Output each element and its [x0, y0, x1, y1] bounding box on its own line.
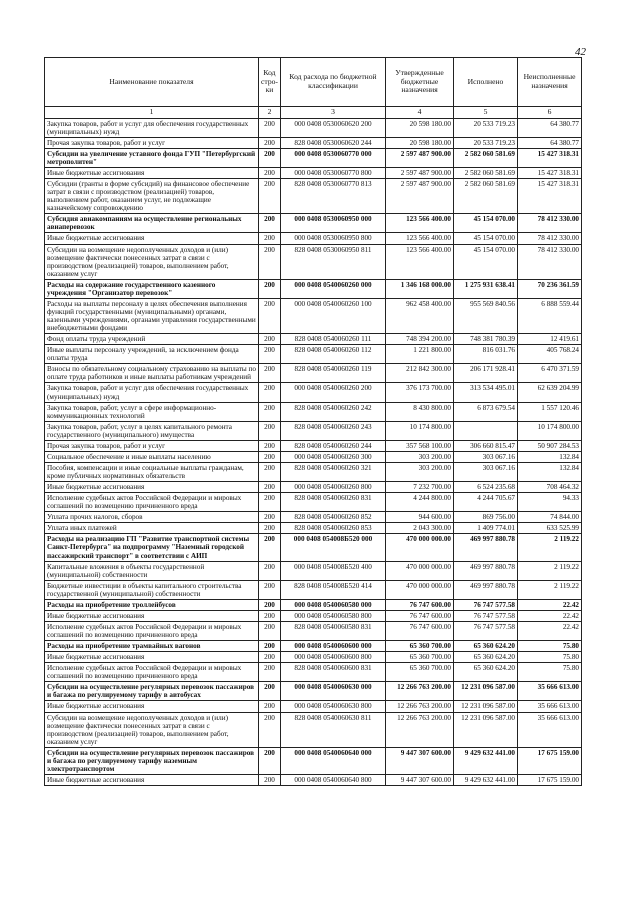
row-line-code-cell: 200 — [259, 682, 281, 701]
row-executed-cell: 6 524 235.68 — [454, 482, 518, 493]
row-line-code-cell: 200 — [259, 523, 281, 534]
row-name-cell: Иные бюджетные ассигнования — [45, 652, 259, 663]
row-line-code-cell: 200 — [259, 482, 281, 493]
row-name-cell: Уплата прочих налогов, сборов — [45, 512, 259, 523]
row-budget-code-cell: 828 0408 0540060260 853 — [281, 523, 386, 534]
row-line-code-cell: 200 — [259, 652, 281, 663]
row-line-code-cell: 200 — [259, 345, 281, 364]
row-approved-cell: 12 266 763 200.00 — [386, 682, 454, 701]
row-approved-cell: 944 600.00 — [386, 512, 454, 523]
row-unexecuted-cell: 22.42 — [518, 599, 582, 610]
row-budget-code-cell: 000 0408 0540060580 800 — [281, 610, 386, 621]
row-approved-cell: 12 266 763 200.00 — [386, 701, 454, 712]
row-name-cell: Закупка товаров, работ и услуг для обеспечения государственных (муниципальных) нужд — [45, 383, 259, 402]
row-budget-code-cell: 828 0408 0540060260 244 — [281, 440, 386, 451]
row-budget-code-cell: 828 0408 0540060260 242 — [281, 402, 386, 421]
table-row — [45, 512, 582, 523]
table-row — [45, 179, 582, 214]
table-header-row — [45, 58, 582, 107]
row-unexecuted-cell: 35 666 613.00 — [518, 712, 582, 747]
row-unexecuted-cell: 2 119.22 — [518, 561, 582, 580]
row-budget-code-cell: 000 0408 0540060640 800 — [281, 774, 386, 785]
table-row — [45, 383, 582, 402]
row-unexecuted-cell: 132.84 — [518, 462, 582, 481]
row-approved-cell: 4 244 800.00 — [386, 493, 454, 512]
row-executed-cell: 6 873 679.54 — [454, 402, 518, 421]
table-row — [45, 534, 582, 561]
table-row — [45, 621, 582, 640]
row-executed-cell: 20 533 719.23 — [454, 137, 518, 148]
table-row — [45, 610, 582, 621]
row-name-cell: Закупка товаров, работ и услуг для обеспечения государственных (муниципальных) нужд — [45, 118, 259, 137]
row-budget-code-cell: 000 0408 0540060260 300 — [281, 451, 386, 462]
row-budget-code-cell: 000 0408 0540060260 200 — [281, 383, 386, 402]
row-executed-cell: 4 244 705.67 — [454, 493, 518, 512]
row-executed-cell: 303 067.16 — [454, 462, 518, 481]
row-approved-cell: 65 360 700.00 — [386, 652, 454, 663]
row-name-cell: Расходы на реализацию ГП "Развитие транспортной системы Санкт-Петербурга" на подпрограмму "Наземный городской пассажирский транспорт" в соответствии с АИП — [45, 534, 259, 561]
row-budget-code-cell: 828 0408 0540060260 111 — [281, 334, 386, 345]
table-row — [45, 118, 582, 137]
row-line-code-cell: 200 — [259, 462, 281, 481]
row-budget-code-cell: 000 0408 0530060950 000 — [281, 214, 386, 233]
row-unexecuted-cell: 75.80 — [518, 652, 582, 663]
row-approved-cell: 20 598 180.00 — [386, 118, 454, 137]
row-name-cell: Прочая закупка товаров, работ и услуг — [45, 440, 259, 451]
row-approved-cell: 2 597 487 900.00 — [386, 179, 454, 214]
row-approved-cell: 76 747 600.00 — [386, 621, 454, 640]
table-row — [45, 451, 582, 462]
row-line-code-cell: 200 — [259, 244, 281, 279]
table-row — [45, 334, 582, 345]
table-row — [45, 148, 582, 167]
row-budget-code-cell: 828 0408 0540060600 831 — [281, 663, 386, 682]
row-budget-code-cell: 000 0408 0540060260 100 — [281, 298, 386, 333]
row-unexecuted-cell: 405 768.24 — [518, 345, 582, 364]
table-row — [45, 599, 582, 610]
row-line-code-cell: 200 — [259, 440, 281, 451]
row-unexecuted-cell: 132.84 — [518, 451, 582, 462]
row-name-cell: Закупка товаров, работ, услуг в целях капитального ремонта государственного (муниципального) имущества — [45, 421, 259, 440]
row-executed-cell: 65 360 624.20 — [454, 641, 518, 652]
row-executed-cell: 955 569 840.56 — [454, 298, 518, 333]
row-approved-cell: 9 447 307 600.00 — [386, 774, 454, 785]
row-unexecuted-cell: 15 427 318.31 — [518, 148, 582, 167]
header-name: Наименование показателя — [45, 58, 259, 107]
row-budget-code-cell: 828 0408 0540060260 112 — [281, 345, 386, 364]
table-row — [45, 712, 582, 747]
row-name-cell: Расходы на приобретение троллейбусов — [45, 599, 259, 610]
row-executed-cell: 1 409 774.01 — [454, 523, 518, 534]
table-row — [45, 214, 582, 233]
page-number: 42 — [575, 46, 586, 58]
table-row — [45, 523, 582, 534]
row-name-cell: Капитальные вложения в объекты государственной (муниципальной) собственности — [45, 561, 259, 580]
row-name-cell: Бюджетные инвестиции в объекты капитального строительства государственной (муниципальной) собственности — [45, 580, 259, 599]
row-approved-cell: 10 174 800.00 — [386, 421, 454, 440]
table-row — [45, 364, 582, 383]
row-approved-cell: 1 346 168 000.00 — [386, 279, 454, 298]
row-budget-code-cell: 828 0408 0540060260 321 — [281, 462, 386, 481]
row-line-code-cell: 200 — [259, 747, 281, 774]
row-approved-cell: 303 200.00 — [386, 462, 454, 481]
row-budget-code-cell: 828 0408 054008Б520 414 — [281, 580, 386, 599]
row-line-code-cell: 200 — [259, 334, 281, 345]
row-executed-cell: 469 997 880.78 — [454, 561, 518, 580]
table-row — [45, 298, 582, 333]
row-approved-cell: 748 394 200.00 — [386, 334, 454, 345]
row-line-code-cell: 200 — [259, 712, 281, 747]
row-unexecuted-cell: 78 412 330.00 — [518, 244, 582, 279]
row-budget-code-cell: 828 0408 0540060580 831 — [281, 621, 386, 640]
row-name-cell: Иные бюджетные ассигнования — [45, 168, 259, 179]
table-row — [45, 233, 582, 244]
row-unexecuted-cell: 35 666 613.00 — [518, 701, 582, 712]
row-unexecuted-cell: 6 888 559.44 — [518, 298, 582, 333]
row-name-cell: Расходы на приобретение трамвайных вагонов — [45, 641, 259, 652]
row-unexecuted-cell: 708 464.32 — [518, 482, 582, 493]
row-executed-cell: 2 582 060 581.69 — [454, 168, 518, 179]
row-line-code-cell: 200 — [259, 148, 281, 167]
row-budget-code-cell: 000 0408 0540060600 000 — [281, 641, 386, 652]
row-unexecuted-cell: 75.80 — [518, 663, 582, 682]
row-unexecuted-cell: 35 666 613.00 — [518, 682, 582, 701]
row-budget-code-cell: 828 0408 0540060260 831 — [281, 493, 386, 512]
row-line-code-cell: 200 — [259, 298, 281, 333]
row-approved-cell: 2 597 487 900.00 — [386, 148, 454, 167]
row-line-code-cell: 200 — [259, 663, 281, 682]
row-executed-cell: 9 429 632 441.00 — [454, 774, 518, 785]
row-budget-code-cell: 828 0408 0540060260 119 — [281, 364, 386, 383]
row-approved-cell: 76 747 600.00 — [386, 610, 454, 621]
table-row — [45, 561, 582, 580]
row-name-cell: Иные бюджетные ассигнования — [45, 482, 259, 493]
row-approved-cell: 65 360 700.00 — [386, 641, 454, 652]
row-line-code-cell: 200 — [259, 118, 281, 137]
table-row — [45, 440, 582, 451]
row-unexecuted-cell: 15 427 318.31 — [518, 179, 582, 214]
row-executed-cell: 45 154 070.00 — [454, 233, 518, 244]
row-name-cell: Иные бюджетные ассигнования — [45, 701, 259, 712]
table-row — [45, 421, 582, 440]
row-name-cell: Взносы по обязательному социальному страхованию на выплаты по оплате труда работников и иные выплаты работникам учреждений — [45, 364, 259, 383]
row-unexecuted-cell: 17 675 159.00 — [518, 747, 582, 774]
row-name-cell: Расходы на выплаты персоналу в целях обеспечения выполнения функций государственными (муниципальными) органами, казенными учреждениями, органами управления государственными внебюджетными фондами — [45, 298, 259, 333]
table-row — [45, 279, 582, 298]
row-budget-code-cell: 828 0408 0540060260 852 — [281, 512, 386, 523]
row-name-cell: Исполнение судебных актов Российской Федерации и мировых соглашений по возмещению причиненного вреда — [45, 493, 259, 512]
row-line-code-cell: 200 — [259, 561, 281, 580]
row-executed-cell: 12 231 096 587.00 — [454, 701, 518, 712]
row-budget-code-cell: 000 0408 054008Б520 400 — [281, 561, 386, 580]
table-row — [45, 493, 582, 512]
row-line-code-cell: 200 — [259, 364, 281, 383]
header-budget-code: Код расхода по бюджетной классификации — [281, 58, 386, 107]
row-executed-cell: 9 429 632 441.00 — [454, 747, 518, 774]
row-unexecuted-cell: 75.80 — [518, 641, 582, 652]
row-executed-cell: 303 067.16 — [454, 451, 518, 462]
row-name-cell: Исполнение судебных актов Российской Федерации и мировых соглашений по возмещению причиненного вреда — [45, 663, 259, 682]
row-budget-code-cell: 828 0408 0540060630 811 — [281, 712, 386, 747]
row-unexecuted-cell: 70 236 361.59 — [518, 279, 582, 298]
row-executed-cell: 469 997 880.78 — [454, 534, 518, 561]
row-unexecuted-cell: 2 119.22 — [518, 534, 582, 561]
row-line-code-cell: 200 — [259, 451, 281, 462]
header-approved: Утвержденные бюджетные назначения — [386, 58, 454, 107]
table-row — [45, 652, 582, 663]
row-budget-code-cell: 000 0408 0530060770 000 — [281, 148, 386, 167]
row-executed-cell: 2 582 060 581.69 — [454, 179, 518, 214]
table-body — [45, 118, 582, 785]
row-line-code-cell: 200 — [259, 512, 281, 523]
row-unexecuted-cell: 2 119.22 — [518, 580, 582, 599]
row-unexecuted-cell: 62 639 204.99 — [518, 383, 582, 402]
row-line-code-cell: 200 — [259, 599, 281, 610]
row-name-cell: Иные бюджетные ассигнования — [45, 233, 259, 244]
row-name-cell: Субсидии на возмещение недополученных доходов и (или) возмещение фактически понесенных затрат в связи с производством (реализацией) товаров, выполнением работ, оказанием услуг — [45, 712, 259, 747]
row-line-code-cell: 200 — [259, 179, 281, 214]
table-row — [45, 462, 582, 481]
row-name-cell: Уплата иных платежей — [45, 523, 259, 534]
row-budget-code-cell: 000 0408 0540060260 800 — [281, 482, 386, 493]
row-line-code-cell: 200 — [259, 701, 281, 712]
row-executed-cell: 469 997 880.78 — [454, 580, 518, 599]
row-name-cell: Субсидии (гранты в форме субсидий) на финансовое обеспечение затрат в связи с производством (реализацией) товаров, выполнением работ, оказанием услуг, не подлежащие казначейскому сопровождению — [45, 179, 259, 214]
table-row — [45, 402, 582, 421]
row-executed-cell: 20 533 719.23 — [454, 118, 518, 137]
row-line-code-cell: 200 — [259, 580, 281, 599]
table-row — [45, 663, 582, 682]
row-name-cell: Прочая закупка товаров, работ и услуг — [45, 137, 259, 148]
row-unexecuted-cell: 6 470 371.59 — [518, 364, 582, 383]
row-unexecuted-cell: 633 525.99 — [518, 523, 582, 534]
row-budget-code-cell: 000 0408 0530060770 800 — [281, 168, 386, 179]
table-row — [45, 682, 582, 701]
column-index: 4 — [386, 107, 454, 119]
budget-execution-table — [44, 57, 582, 786]
table-row — [45, 482, 582, 493]
row-budget-code-cell: 000 0408 0540060630 800 — [281, 701, 386, 712]
row-budget-code-cell: 000 0408 0540060580 000 — [281, 599, 386, 610]
row-line-code-cell: 200 — [259, 774, 281, 785]
row-approved-cell: 2 597 487 900.00 — [386, 168, 454, 179]
row-line-code-cell: 200 — [259, 621, 281, 640]
column-index: 5 — [454, 107, 518, 119]
row-budget-code-cell: 828 0408 0540060260 243 — [281, 421, 386, 440]
row-approved-cell: 303 200.00 — [386, 451, 454, 462]
table-row — [45, 345, 582, 364]
row-executed-cell: 313 534 495.01 — [454, 383, 518, 402]
row-line-code-cell: 200 — [259, 214, 281, 233]
row-name-cell: Иные бюджетные ассигнования — [45, 610, 259, 621]
row-approved-cell: 8 430 800.00 — [386, 402, 454, 421]
row-approved-cell: 470 000 000.00 — [386, 580, 454, 599]
row-name-cell: Пособия, компенсации и иные социальные выплаты гражданам, кроме публичных нормативных обязательств — [45, 462, 259, 481]
row-name-cell: Субсидии на осуществление регулярных перевозок пассажиров и багажа по регулируемому тарифу в автобусах — [45, 682, 259, 701]
row-line-code-cell: 200 — [259, 233, 281, 244]
column-index: 1 — [45, 107, 259, 119]
row-line-code-cell: 200 — [259, 534, 281, 561]
row-executed-cell: 2 582 060 581.69 — [454, 148, 518, 167]
row-budget-code-cell: 000 0408 0540060260 000 — [281, 279, 386, 298]
row-approved-cell: 212 842 300.00 — [386, 364, 454, 383]
row-name-cell: Иные бюджетные ассигнования — [45, 774, 259, 785]
table-row — [45, 774, 582, 785]
row-budget-code-cell: 000 0408 0540060630 000 — [281, 682, 386, 701]
row-name-cell: Субсидии на увеличение уставного фонда ГУП "Петербургский метрополитен" — [45, 148, 259, 167]
row-budget-code-cell: 828 0408 0530060950 811 — [281, 244, 386, 279]
row-name-cell: Субсидии на возмещение недополученных доходов и (или) возмещение фактически понесенных затрат в связи с производством (реализацией) товаров, выполнением работ, оказанием услуг — [45, 244, 259, 279]
row-approved-cell: 1 221 800.00 — [386, 345, 454, 364]
row-budget-code-cell: 000 0408 0530060620 200 — [281, 118, 386, 137]
row-line-code-cell: 200 — [259, 421, 281, 440]
row-unexecuted-cell: 12 419.61 — [518, 334, 582, 345]
row-approved-cell: 9 447 307 600.00 — [386, 747, 454, 774]
row-executed-cell: 12 231 096 587.00 — [454, 712, 518, 747]
header-executed: Исполнено — [454, 58, 518, 107]
row-unexecuted-cell: 64 380.77 — [518, 118, 582, 137]
column-index: 6 — [518, 107, 582, 119]
row-executed-cell: 76 747 577.58 — [454, 599, 518, 610]
row-unexecuted-cell: 22.42 — [518, 621, 582, 640]
row-approved-cell: 7 232 700.00 — [386, 482, 454, 493]
row-line-code-cell: 200 — [259, 610, 281, 621]
column-index-row — [45, 107, 582, 119]
row-unexecuted-cell: 94.33 — [518, 493, 582, 512]
table-row — [45, 137, 582, 148]
row-approved-cell: 123 566 400.00 — [386, 214, 454, 233]
row-unexecuted-cell: 78 412 330.00 — [518, 233, 582, 244]
row-approved-cell: 65 360 700.00 — [386, 663, 454, 682]
row-name-cell: Субсидия авиакомпаниям на осуществление региональных авиаперевозок — [45, 214, 259, 233]
row-approved-cell: 470 000 000.00 — [386, 534, 454, 561]
row-executed-cell: 76 747 577.58 — [454, 621, 518, 640]
row-executed-cell: 65 360 624.20 — [454, 652, 518, 663]
row-executed-cell: 45 154 070.00 — [454, 214, 518, 233]
row-executed-cell: 12 231 096 587.00 — [454, 682, 518, 701]
row-budget-code-cell: 828 0408 0530060620 244 — [281, 137, 386, 148]
table-row — [45, 701, 582, 712]
header-line-code: Код стро-ки — [259, 58, 281, 107]
row-name-cell: Исполнение судебных актов Российской Федерации и мировых соглашений по возмещению причиненного вреда — [45, 621, 259, 640]
table-row — [45, 747, 582, 774]
row-line-code-cell: 200 — [259, 137, 281, 148]
row-unexecuted-cell: 50 907 284.53 — [518, 440, 582, 451]
column-index: 3 — [281, 107, 386, 119]
row-approved-cell: 20 598 180.00 — [386, 137, 454, 148]
row-unexecuted-cell: 22.42 — [518, 610, 582, 621]
row-name-cell: Иные выплаты персоналу учреждений, за исключением фонда оплаты труда — [45, 345, 259, 364]
row-executed-cell: 76 747 577.58 — [454, 610, 518, 621]
column-index: 2 — [259, 107, 281, 119]
row-name-cell: Социальное обеспечение и иные выплаты населению — [45, 451, 259, 462]
row-approved-cell: 123 566 400.00 — [386, 233, 454, 244]
table-row — [45, 580, 582, 599]
row-name-cell: Расходы на содержание государственного казенного учреждения "Организатор перевозок" — [45, 279, 259, 298]
row-executed-cell: 1 275 931 638.41 — [454, 279, 518, 298]
row-unexecuted-cell: 74 844.00 — [518, 512, 582, 523]
row-executed-cell: 45 154 070.00 — [454, 244, 518, 279]
row-line-code-cell: 200 — [259, 402, 281, 421]
row-budget-code-cell: 000 0408 0540060600 800 — [281, 652, 386, 663]
row-executed-cell: 869 756.00 — [454, 512, 518, 523]
row-approved-cell: 12 266 763 200.00 — [386, 712, 454, 747]
row-unexecuted-cell: 78 412 330.00 — [518, 214, 582, 233]
row-executed-cell: 748 381 780.39 — [454, 334, 518, 345]
header-unexecuted: Неисполненные назначения — [518, 58, 582, 107]
row-name-cell: Закупка товаров, работ, услуг в сфере информационно-коммуникационных технологий — [45, 402, 259, 421]
table-row — [45, 244, 582, 279]
table-row — [45, 641, 582, 652]
row-approved-cell: 357 568 100.00 — [386, 440, 454, 451]
row-executed-cell: 206 171 928.41 — [454, 364, 518, 383]
row-approved-cell: 376 173 700.00 — [386, 383, 454, 402]
row-line-code-cell: 200 — [259, 168, 281, 179]
row-budget-code-cell: 000 0408 054008Б520 000 — [281, 534, 386, 561]
row-approved-cell: 76 747 600.00 — [386, 599, 454, 610]
row-executed-cell: 306 660 815.47 — [454, 440, 518, 451]
row-line-code-cell: 200 — [259, 383, 281, 402]
row-unexecuted-cell: 17 675 159.00 — [518, 774, 582, 785]
row-approved-cell: 962 458 400.00 — [386, 298, 454, 333]
row-approved-cell: 2 043 300.00 — [386, 523, 454, 534]
row-name-cell: Субсидии на осуществление регулярных перевозок пассажиров и багажа по регулируемому тарифу наземным электротранспортом — [45, 747, 259, 774]
row-approved-cell: 123 566 400.00 — [386, 244, 454, 279]
row-budget-code-cell: 828 0408 0530060770 813 — [281, 179, 386, 214]
row-unexecuted-cell: 1 557 120.46 — [518, 402, 582, 421]
row-unexecuted-cell: 10 174 800.00 — [518, 421, 582, 440]
row-executed-cell: 65 360 624.20 — [454, 663, 518, 682]
row-name-cell: Фонд оплаты труда учреждений — [45, 334, 259, 345]
row-line-code-cell: 200 — [259, 641, 281, 652]
row-budget-code-cell: 000 0408 0540060640 000 — [281, 747, 386, 774]
row-executed-cell: 816 031.76 — [454, 345, 518, 364]
row-approved-cell: 470 000 000.00 — [386, 561, 454, 580]
row-unexecuted-cell: 15 427 318.31 — [518, 168, 582, 179]
row-line-code-cell: 200 — [259, 279, 281, 298]
table-row — [45, 168, 582, 179]
row-unexecuted-cell: 64 380.77 — [518, 137, 582, 148]
row-executed-cell — [454, 421, 518, 440]
row-line-code-cell: 200 — [259, 493, 281, 512]
row-budget-code-cell: 000 0408 0530060950 800 — [281, 233, 386, 244]
